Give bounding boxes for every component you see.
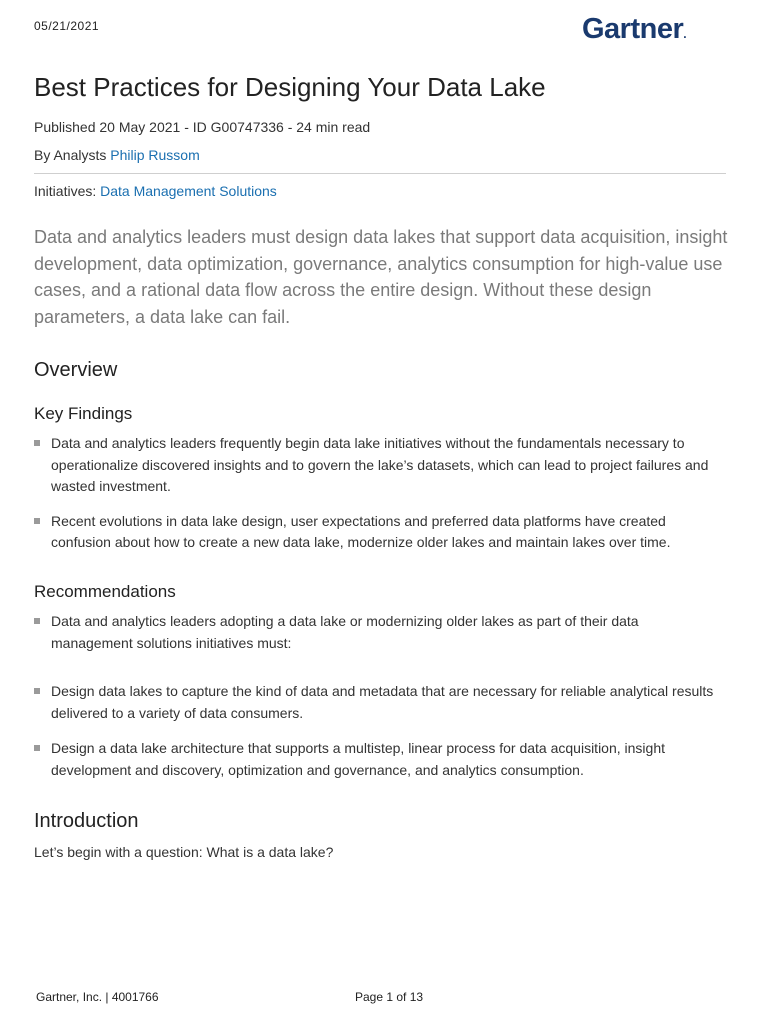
initiatives-line (34, 183, 277, 199)
bullet-square-icon (34, 688, 40, 694)
list-item-text: Design a data lake architecture that supports a multistep, linear process for data acquisition, insight development and discovery, optimization and governance, and analytics consumption. (51, 740, 665, 778)
key-findings-list (34, 433, 724, 554)
list-item (34, 511, 724, 554)
footer-company: Gartner, Inc. | 4001766 (36, 990, 159, 1004)
introduction-text: Let’s begin with a question: What is a data lake? (34, 844, 334, 860)
byline-prefix: By Analysts (34, 147, 111, 163)
list-item (34, 433, 724, 498)
initiatives-prefix: Initiatives: (34, 183, 101, 199)
list-item-text: Data and analytics leaders adopting a data lake or modernizing older lakes as part of their data management solutions initiatives must: (51, 613, 639, 651)
logo-dot: . (683, 27, 687, 41)
overview-heading: Overview (34, 359, 118, 381)
list-item (34, 611, 724, 654)
bullet-square-icon (34, 745, 40, 751)
analyst-link[interactable]: Philip Russom (110, 147, 200, 163)
summary-paragraph: Data and analytics leaders must design data lakes that support data acquisition, insight development, data optimization, governance, analytics consumption for high-value use cases, and a rational data flow across the entire design. Without these design parameters, a data lake can fail. (34, 227, 728, 327)
header-divider (34, 173, 726, 174)
recommendations-heading: Recommendations (34, 582, 176, 601)
list-item (34, 738, 724, 781)
document-title: Best Practices for Designing Your Data Lake (34, 72, 546, 102)
initiative-link[interactable]: Data Management Solutions (100, 183, 277, 199)
recommendations-list (34, 611, 724, 781)
key-findings-heading: Key Findings (34, 404, 133, 423)
analyst-byline (34, 147, 200, 163)
bullet-square-icon (34, 618, 40, 624)
document-date: 05/21/2021 (34, 19, 100, 33)
list-item (34, 681, 724, 724)
bullet-square-icon (34, 518, 40, 524)
page-number: Page 1 of 13 (355, 990, 424, 1004)
list-item-text: Design data lakes to capture the kind of data and metadata that are necessary for reliable analytical results delivered to a variety of data consumers. (51, 683, 714, 721)
publication-meta: Published 20 May 2021 - ID G00747336 - 24 min read (34, 119, 371, 135)
bullet-square-icon (34, 440, 40, 446)
introduction-heading: Introduction (34, 810, 139, 832)
logo-text: Gartner (582, 13, 684, 45)
list-item-text: Data and analytics leaders frequently begin data lake initiatives without the fundamentals necessary to operationalize discovered insights and to govern the lake’s datasets, which can lead to project failures and wasted investment. (51, 435, 709, 494)
gartner-logo (582, 13, 686, 46)
list-item-text: Recent evolutions in data lake design, user expectations and preferred data platforms have created confusion about how to create a new data lake, modernize older lakes and maintain lakes over time. (51, 512, 671, 550)
